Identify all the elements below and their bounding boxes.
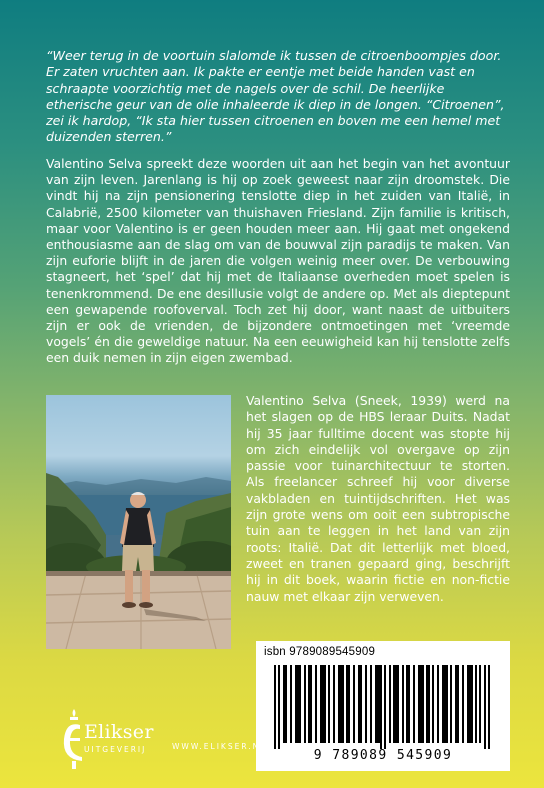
publisher-name: Elikser: [84, 721, 154, 743]
book-summary: Valentino Selva spreekt deze woorden uit aan het begin van het avontuur van zijn leven. Jarenlang is hij op zoek geweest naar zijn droomstek. Die vindt hij na zijn pensionering tenslotte diep in het zuiden van Italië, in Calabrië, 2500 kilometer van thuishaven Friesland. Zijn familie is kritisch, maar voor Valentino is er geen houden meer aan. Hij gaat met ongekend enthousiasme aan de slag om van de bouwval zijn paradijs te maken. Van zijn euforie blijft in de jaren die volgen weinig meer over. De verbouwing stagneert, het ‘spel’ dat hij met de Italiaanse overheden moet spelen is tenenkrommend. De ene desillusie volgt de andere op. Met als dieptepunt een gewapende roofoverval. Toch zet hij door, want naast de uitbuiters zijn er ook de vrienden, de bijzondere ontmoetingen met ‘vreemde vogels’ én die geweldige natuur. Na een eeuwigheid kan hij tenslotte zelfs een duik nemen in zijn eigen zwembad.: [46, 156, 510, 366]
author-biography: Valentino Selva (Sneek, 1939) werd na het slagen op de HBS leraar Duits. Nadat hij 35 jaar fulltime docent was stopte hij om zich eindelijk vol overgave op zijn passie voor tuinarchitectuur te storten. Als freelancer schreef hij voor diverse vakbladen en tuintijdschriften. Het was zijn grote wens om ooit een subtropische tuin aan te leggen in het land van zijn roots: Italië. Dat dit letterlijk met bloed, zweet en tranen gepaard ging, beschrijft hij in dit boek, waarin fictie en non-fictie nauw met elkaar zijn verweven.: [246, 393, 510, 604]
back-cover-quote: “Weer terug in de voortuin slalomde ik tussen de citroenboompjes door. Er zaten vruchten aan. Ik pakte er eentje met beide handen vast en schraapte voorzichtig met de nagels over de schil. De heerlijke etherische geur van de olie inhaleerde ik diep in de longen. “Citroenen”, zei ik hardop, “Ik sta hier tussen citroenen en boven me een hemel met duizenden sterren.”: [46, 48, 505, 145]
publisher-subtitle: UITGEVERIJ: [84, 745, 147, 754]
publisher-website[interactable]: WWW.ELIKSER.NL: [172, 742, 267, 751]
barcode-bars: [262, 665, 504, 749]
author-photo: [46, 395, 231, 649]
isbn-label: isbn 9789089545909: [264, 646, 376, 658]
barcode-digits: 9 789089 545909: [313, 748, 453, 763]
publisher-logo: [60, 707, 170, 771]
isbn-barcode: [256, 641, 510, 771]
